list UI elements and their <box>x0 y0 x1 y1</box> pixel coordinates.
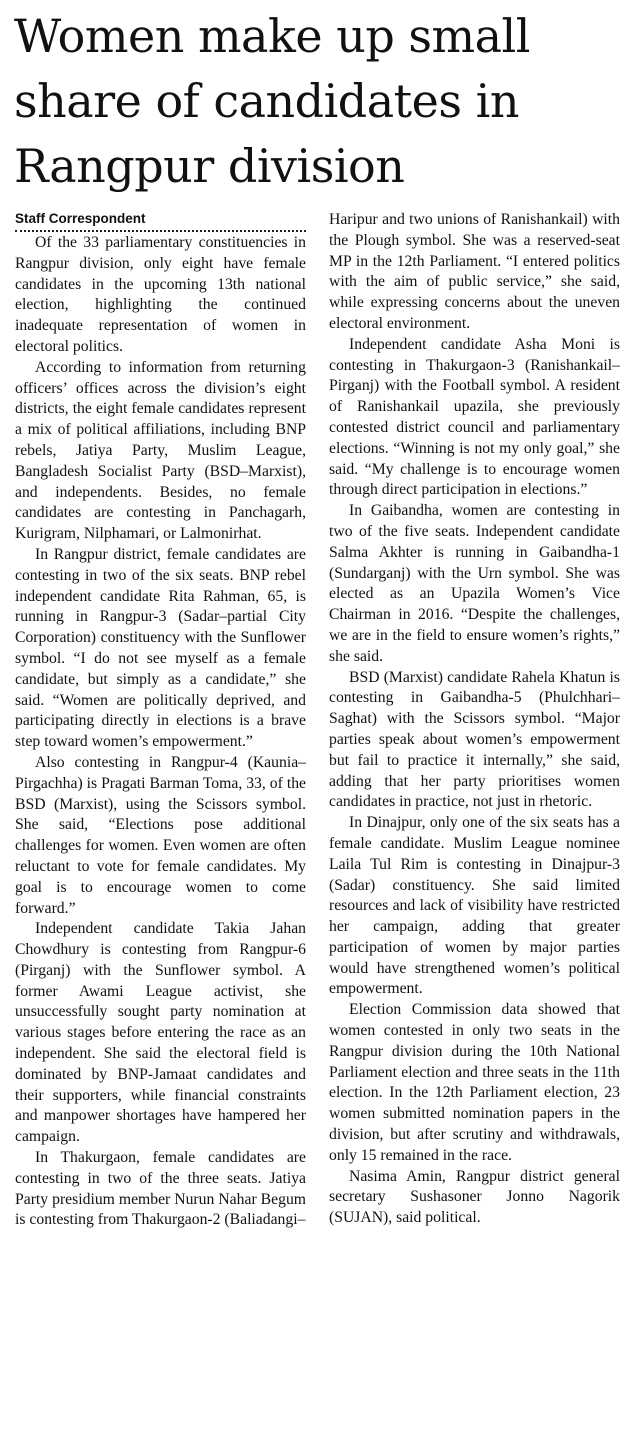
paragraph: In Rangpur district, female candidates are contesting in two of the six seats. BNP rebel independent candidate Rita Rahman, 65, is running in Rangpur-3 (Sadar–partial City Corporation) constituency with the Sunflower symbol. “I do not see myself as a female candidate, but simply as a candidate,” she said. “Women are politically deprived, and participating directly in elections is a brave step toward women’s empowerment.” <box>15 545 306 751</box>
byline: Staff Correspondent <box>15 210 306 232</box>
paragraph: BSD (Marxist) candidate Rahela Khatun is contesting in Gaibandha-5 (Phulchhari–Saghat) with the Scissors symbol. “Major parties speak about women’s empowerment but fail to practice it internally,” she said, adding that her party prioritises women candidates in practice, not just in rhetoric. <box>329 668 620 811</box>
paragraph: Of the 33 parliamentary constituencies in Rangpur division, only eight have female candidates in the upcoming 13th national election, highlighting the continued inadequate representation of women in electoral politics. <box>15 234 306 355</box>
paragraph: In Gaibandha, women are contesting in two of the five seats. Independent candidate Salma Akhter is running in Gaibandha-1 (Sundarganj) with the Urn symbol. She was elected as an Upazila Women’s Vice Chairman in 2016. “Despite the challenges, we are in the field to ensure women’s rights,” she said. <box>329 502 620 665</box>
paragraph: Also contesting in Rangpur-4 (Kaunia–Pirgachha) is Pragati Barman Toma, 33, of the BSD (Marxist), using the Scissors symbol. She said, “Elections pose additional challenges for women. Even women are often reluctant to vote for female candidates. My goal is to encourage women to come forward.” <box>15 753 306 917</box>
paragraph: Election Commission data showed that women contested in only two seats in the Rangpur division during the 10th National Parliament election and three seats in the 11th election. In the 12th Parliament election, 23 women submitted nomination papers in the division, but after scrutiny and withdrawals, only 15 remained in the race. <box>329 1001 620 1164</box>
article-column-left <box>15 210 306 1231</box>
paragraph: Haripur and two unions of Ranishankail) with the Plough symbol. She was a reserved-seat MP in the 12th Parliament. “I entered politics with the aim of public service,” she said, while expressing concerns about the uneven electoral environment. <box>329 211 620 332</box>
headline: Women make up small share of candidates in Rangpur division <box>14 9 530 193</box>
article-column-right <box>329 210 620 1229</box>
paragraph: Independent candidate Takia Jahan Chowdhury is contesting from Rangpur-6 (Pirganj) with the Sunflower symbol. A former Awami League activist, she unsuccessfully sought party nomination at various stages before entering the race as an independent. She said the electoral field is dominated by BNP-Jamaat candidates and their supporters, while financial constraints and manpower shortages have hampered her campaign. <box>15 920 306 1146</box>
paragraph: Nasima Amin, Rangpur district general secretary Sushasoner Jonno Nagorik (SUJAN), said political. <box>329 1167 620 1227</box>
paragraph: In Thakurgaon, female candidates are contesting in two of the three seats. Jatiya Party presidium member Nurun Nahar Begum is contesting from Thakurgaon-2 (Baliadangi– <box>15 1149 306 1229</box>
paragraph: According to information from returning officers’ offices across the division’s eight districts, the eight female candidates represent a mix of political affiliations, including BNP rebels, Jatiya Party, Muslim League, Bangladesh Socialist Party (BSD–Marxist), and independents. Besides, no female candidates are contesting in Panchagarh, Kurigram, Nilphamari, or Lalmonirhat. <box>15 358 306 543</box>
paragraph: Independent candidate Asha Moni is contesting in Thakurgaon-3 (Ranishankail–Pirganj) with the Football symbol. A resident of Ranishankail upazila, she previously contested district council and parliamentary elections. “Winning is not my only goal,” she said. “My challenge is to encourage women through direct participation in elections.” <box>329 335 620 499</box>
paragraph: In Dinajpur, only one of the six seats has a female candidate. Muslim League nominee Laila Tul Rim is contesting in Dinajpur-3 (Sadar) constituency. She said limited resources and lack of visibility have restricted her campaign, adding that greater participation of women by major parties would have strengthened women’s political empowerment. <box>329 814 620 998</box>
